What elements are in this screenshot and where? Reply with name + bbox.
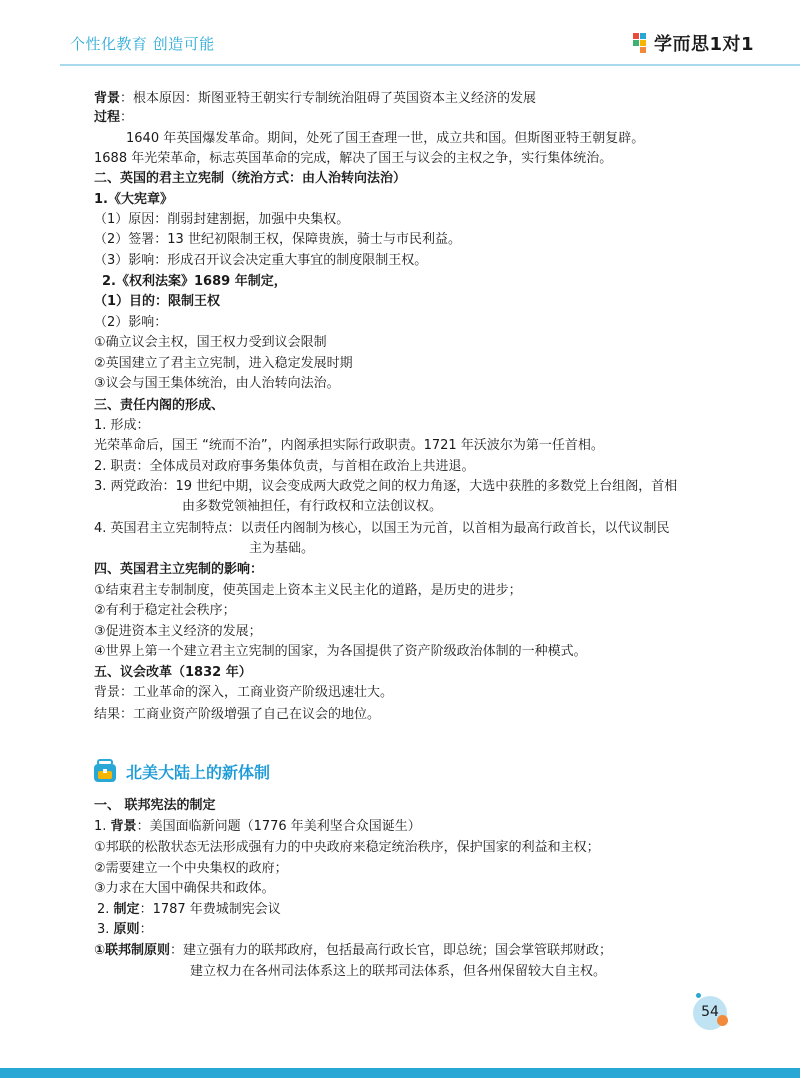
text-segment: ③议会与国王集体统治，由人治转向法治。 [94,376,340,391]
section-title: 北美大陆上的新体制 [126,762,271,782]
bold-text: 三、责任内阁的形成、 [94,398,225,413]
bold-text: 背景 [94,91,121,106]
text-segment: （1）原因：削弱封建割据，加强中央集权。 [94,212,350,227]
text-line [94,818,421,836]
text-line [126,130,644,148]
header-divider [60,64,800,66]
text-line [94,252,427,270]
bold-text: 背景 [110,819,137,834]
text-segment: ③力求在大国中确保共和政体。 [94,881,275,896]
text-line [94,839,600,857]
text-segment: 1. [94,819,111,834]
text-segment: 1688 年光荣革命，标志英国革命的完成，解决了国王与议会的主权之争，实行集体统治。 [94,151,613,166]
bold-text: 五、议会改革（1832 年） [94,665,252,680]
text-segment: （2）影响： [94,315,168,330]
text-line [94,314,167,332]
text-segment: ④世界上第一个建立君主立宪制的国家，为各国提供了资产阶级政治体制的一种模式。 [94,644,587,659]
text-line [182,498,442,516]
bold-text: 一、 联邦宪法的制定 [94,798,216,813]
text-segment: ②英国建立了君主立宪制，进入稳定发展时期 [94,356,353,371]
text-line [94,458,475,476]
text-segment: 1640 年英国爆发革命。期间，处死了国王查理一世，成立共和国。但斯图亚特王朝复辟。 [126,131,645,146]
text-segment: （3）影响：形成召开议会决定重大事宜的制度限制王权。 [94,253,428,268]
text-line [94,417,150,435]
bold-text: （1）目的：限制王权 [94,294,221,309]
page-number-accent-dot [696,993,701,998]
header-slogan: 个性化教育 创造可能 [70,35,215,53]
text-segment: 3. 两党政治：19 世纪中期，议会变成两大政党之间的权力角逐，大选中获胜的多数党上台组阁，首相 [94,479,678,494]
text-line [190,963,606,981]
text-line [94,334,327,352]
text-line [94,191,173,209]
text-segment: 主为基础。 [249,541,315,556]
bold-text: 过程 [94,110,121,125]
text-line [94,582,522,600]
text-line [94,664,252,682]
bold-text: ①联邦制原则 [94,943,171,958]
bold-text: 制定 [113,902,140,917]
text-line [94,170,406,188]
text-line [94,684,393,702]
bold-text: 原则 [113,922,140,937]
text-line [94,150,612,168]
text-segment: ：1787 年费城制宪会议 [139,902,281,917]
backpack-icon [92,758,118,784]
text-segment: （2）签署：13 世纪初限制王权，保障贵族，骑士与市民利益。 [94,232,461,247]
section-heading [92,758,270,784]
text-line [94,293,220,311]
bold-text: 四、英国君主立宪制的影响： [94,562,264,577]
text-segment: ：根本原因：斯图亚特王朝实行专制统治阻碍了英国资本主义经济的发展 [120,91,537,106]
footer-bar [0,1068,800,1078]
bold-text: 2.《权利法案》1689 年制定， [102,274,287,289]
brand-logo-icon [632,31,652,55]
text-line [94,520,670,538]
text-line [94,860,288,878]
text-line [97,921,153,939]
text-line [94,397,224,415]
text-segment: ②需要建立一个中央集权的政府； [94,861,288,876]
text-line [94,797,216,815]
text-line [94,561,263,579]
page-number: 54 [701,1004,719,1020]
page-number-badge [693,996,727,1030]
text-segment: 2. [97,902,114,917]
text-segment: ③促进资本主义经济的发展； [94,624,262,639]
bold-text: 二、英国的君主立宪制（统治方式：由人治转向法治） [94,171,407,186]
text-segment: 2. 职责：全体成员对政府事务集体负责，与首相在政治上共进退。 [94,459,475,474]
text-line [94,211,349,229]
text-line [94,90,536,108]
text-segment: ①邦联的松散状态无法形成强有力的中央政府来稳定统治秩序，保护国家的利益和主权； [94,840,600,855]
text-line [94,706,380,724]
text-segment: 3. [97,922,114,937]
brand-logo [632,30,754,56]
text-segment: 1. 形成： [94,418,150,433]
text-segment: 光荣革命后，国王 “统而不治”，内阁承担实际行政职责。1721 年沃波尔为第一任首相。 [94,438,604,453]
text-line [94,478,677,496]
text-segment: ：美国面临新问题（1776 年美利坚合众国诞生） [136,819,421,834]
text-line [94,942,612,960]
text-line [94,880,275,898]
bold-text: 1.《大宪章》 [94,192,173,207]
brand-logo-text: 学而思1对1 [654,34,755,55]
text-line [94,643,587,661]
text-line [249,540,314,558]
text-segment: ： [120,110,134,125]
text-segment: ①确立议会主权，国王权力受到议会限制 [94,335,327,350]
text-segment: 4. 英国君主立宪制特点：以责任内阁制为核心，以国王为元首，以首相为最高行政首长，以代议制民 [94,521,670,536]
text-line [94,355,353,373]
text-segment: 建立权力在各州司法体系这上的联邦司法体系，但各州保留较大自主权。 [190,964,607,979]
text-line [94,602,236,620]
text-line [102,273,287,291]
text-line [94,375,340,393]
text-line [94,109,133,127]
text-segment: ①结束君主专制制度，使英国走上资本主义民主化的道路，是历史的进步； [94,583,522,598]
text-segment: 结果：工商业资产阶级增强了自己在议会的地位。 [94,707,381,722]
text-line [94,437,604,455]
text-segment: ：建立强有力的联邦政府，包括最高行政长官，即总统；国会掌管联邦财政； [170,943,613,958]
text-segment: ②有利于稳定社会秩序； [94,603,236,618]
text-segment: 由多数党领袖担任，有行政权和立法创议权。 [182,499,443,514]
text-line [94,231,461,249]
text-line [97,901,281,919]
page-header [0,0,800,70]
text-segment: 背景：工业革命的深入，工商业资产阶级迅速壮大。 [94,685,394,700]
text-segment: ： [139,922,153,937]
text-line [94,623,262,641]
